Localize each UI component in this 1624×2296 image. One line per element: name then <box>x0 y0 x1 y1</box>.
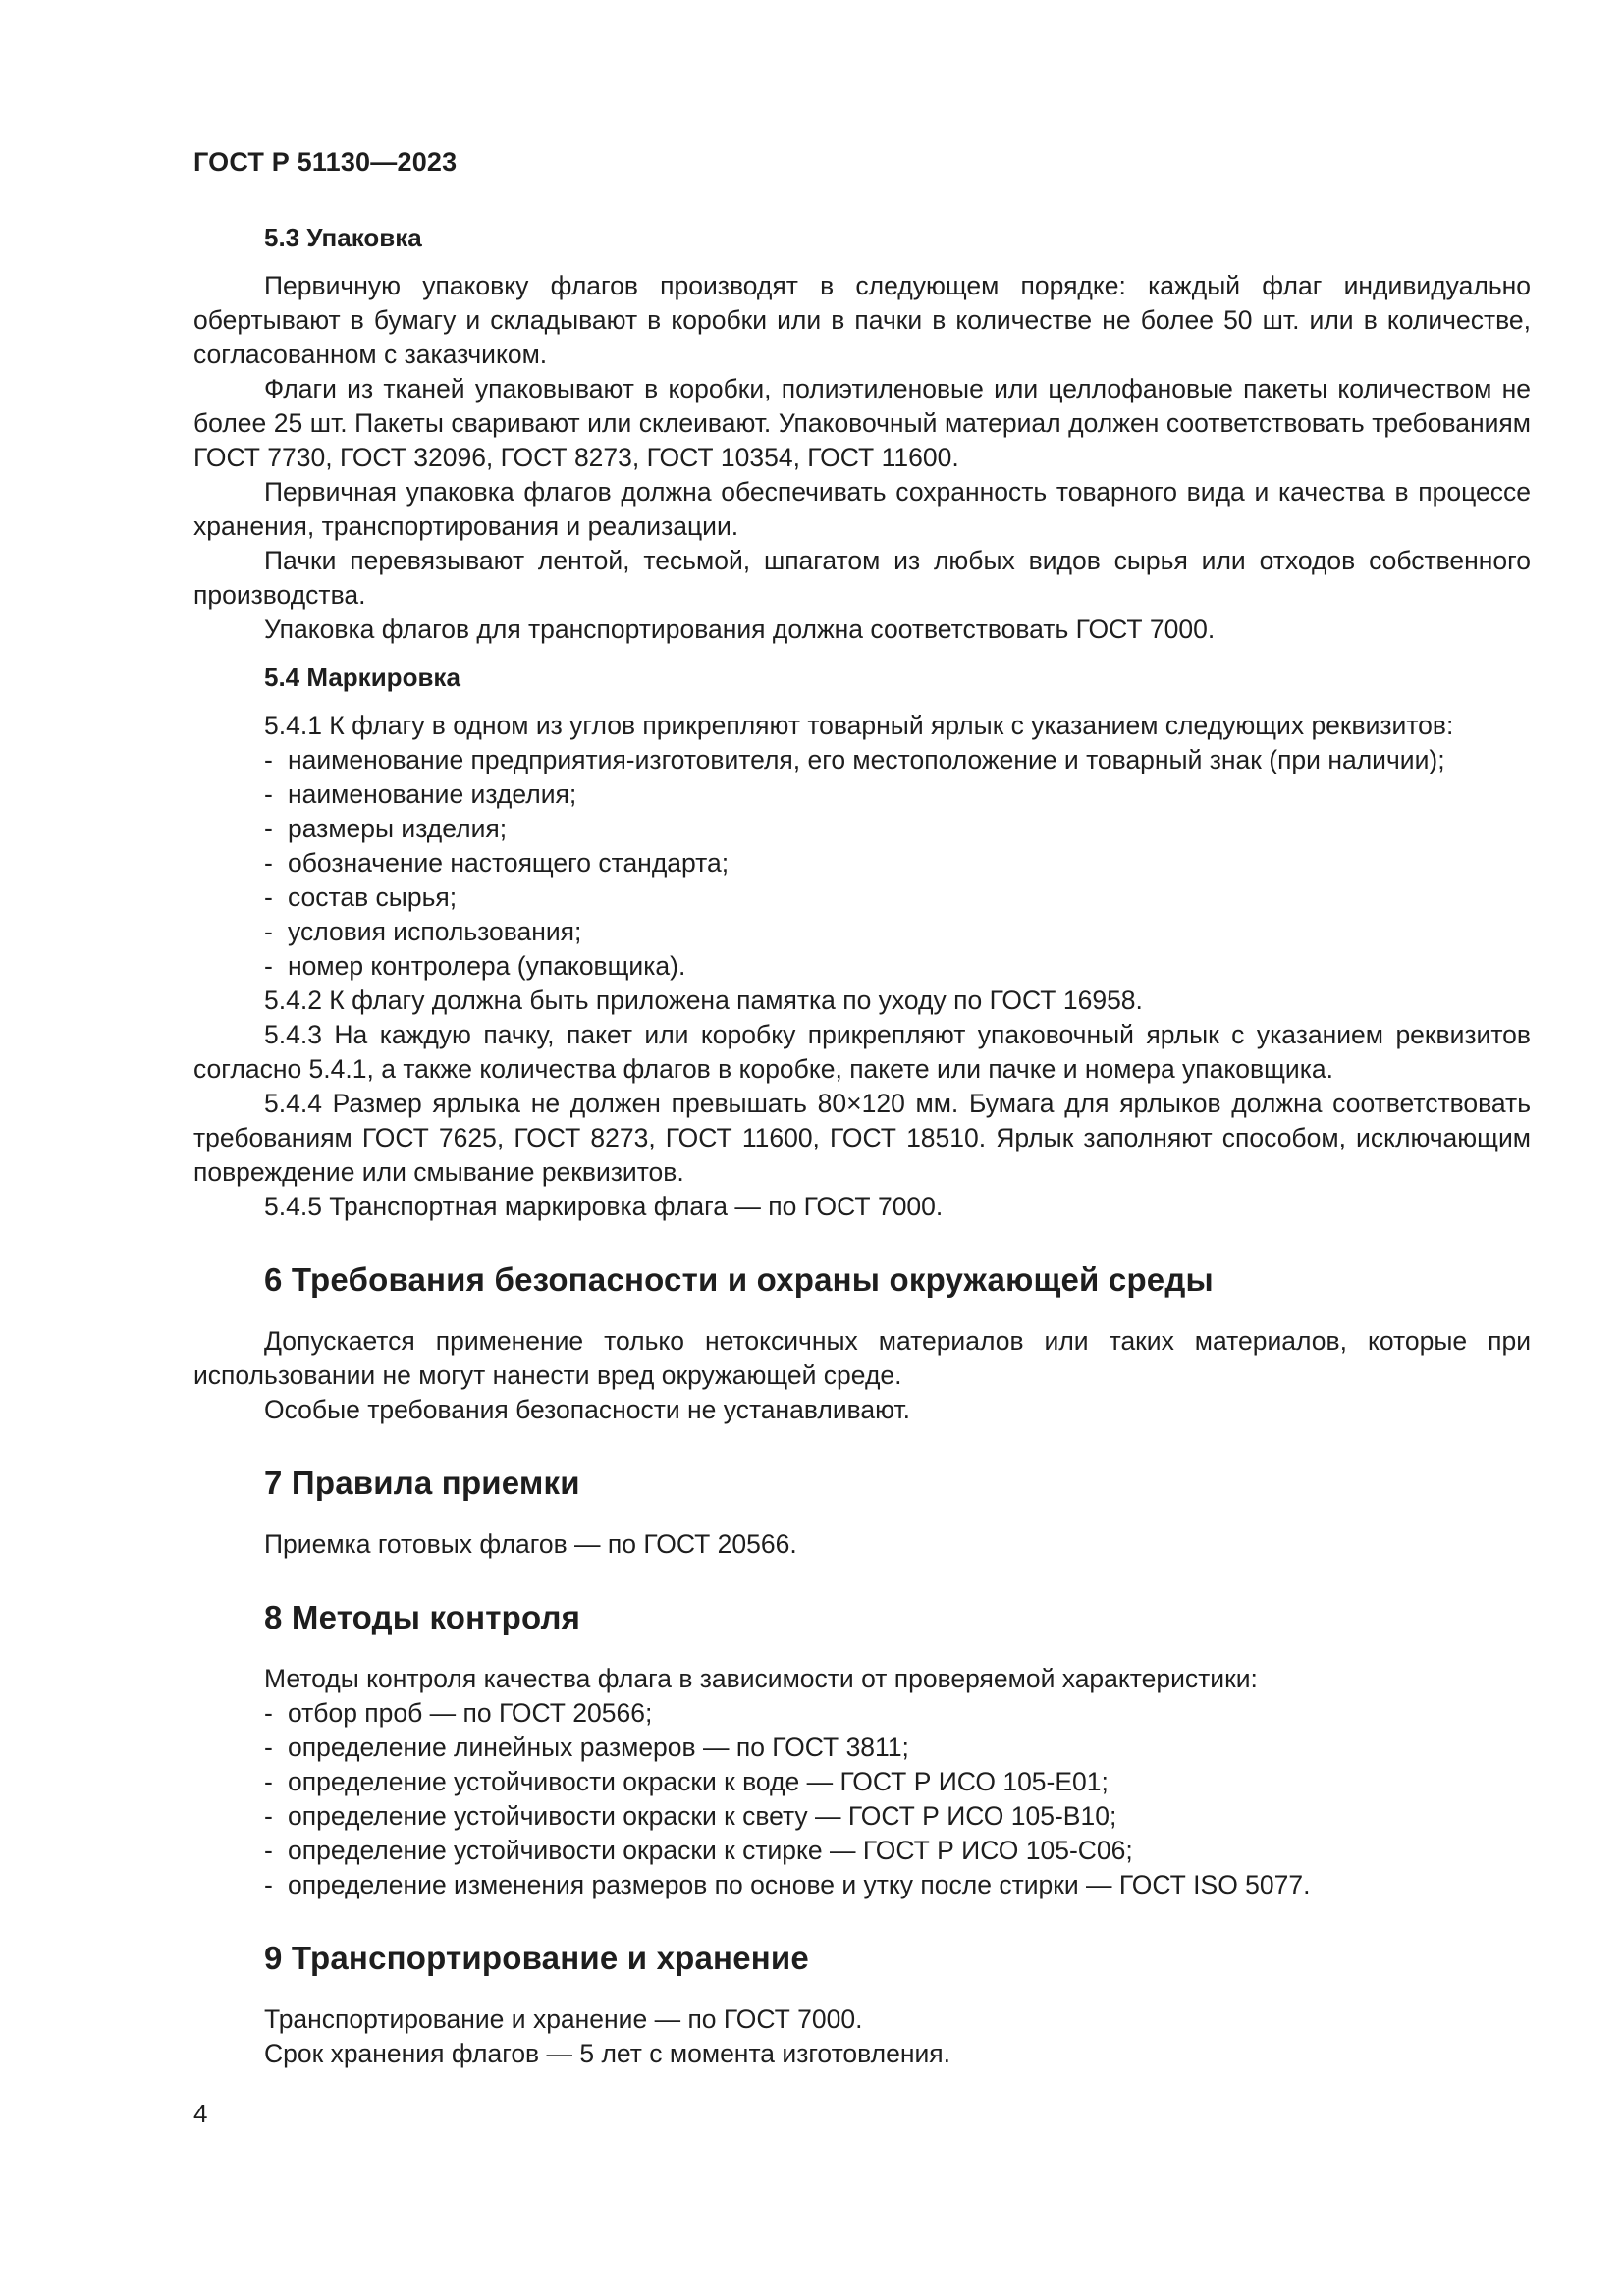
requisites-list <box>193 743 1531 984</box>
list-item: - размеры изделия; <box>264 812 1531 846</box>
list-item: - отбор проб — по ГОСТ 20566; <box>264 1696 1531 1731</box>
document-body <box>193 221 1531 2071</box>
paragraph: Первичная упаковка флагов должна обеспечивать сохранность товарного вида и качества в процессе хранения, транспортирования и реализации. <box>193 477 1531 541</box>
methods-list <box>193 1696 1531 1902</box>
subsection-title-5-4: 5.4 Маркировка <box>264 663 460 692</box>
paragraph: Упаковка флагов для транспортирования должна соответствовать ГОСТ 7000. <box>264 614 1216 644</box>
section-title-6: 6 Требования безопасности и охраны окружающей среды <box>264 1261 1214 1298</box>
list-item: - определение устойчивости окраски к свету — ГОСТ Р ИСО 105-В10; <box>264 1799 1531 1834</box>
section-title-7: 7 Правила приемки <box>264 1465 580 1501</box>
paragraph: Первичную упаковку флагов производят в следующем порядке: каждый флаг индивидуально обертывают в бумагу и складывают в коробки или в пачки в количестве не более 50 шт. или в количестве, согласованном с заказчиком. <box>193 271 1531 369</box>
clause-5-4-4: 5.4.4 Размер ярлыка не должен превышать 80×120 мм. Бумага для ярлыков должна соответствовать требованиям ГОСТ 7625, ГОСТ 8273, ГОСТ 11600, ГОСТ 18510. Ярлык заполняют способом, исключающим повреждение или смывание реквизитов. <box>193 1089 1531 1187</box>
list-item: - наименование изделия; <box>264 777 1531 812</box>
paragraph: Транспортирование и хранение — по ГОСТ 7000. <box>264 2004 863 2034</box>
list-item: - состав сырья; <box>264 881 1531 915</box>
list-item: - номер контролера (упаковщика). <box>264 949 1531 984</box>
section-title-8: 8 Методы контроля <box>264 1599 581 1635</box>
clause-5-4-5: 5.4.5 Транспортная маркировка флага — по ГОСТ 7000. <box>264 1192 944 1221</box>
paragraph: Допускается применение только нетоксичных материалов или таких материалов, которые при использовании не могут нанести вред окружающей среде. <box>193 1326 1531 1390</box>
paragraph: Методы контроля качества флага в зависимости от проверяемой характеристики: <box>264 1664 1258 1693</box>
clause-5-4-2: 5.4.2 К флагу должна быть приложена памятка по уходу по ГОСТ 16958. <box>264 986 1143 1015</box>
subsection-title-5-3: 5.3 Упаковка <box>264 223 422 252</box>
page-number: 4 <box>193 2099 208 2128</box>
list-item: - определение линейных размеров — по ГОСТ 3811; <box>264 1731 1531 1765</box>
list-item: - обозначение настоящего стандарта; <box>264 846 1531 881</box>
paragraph: Особые требования безопасности не устанавливают. <box>264 1395 911 1424</box>
list-item: - наименование предприятия-изготовителя, его местоположение и товарный знак (при наличии); <box>264 743 1531 777</box>
section-title-9: 9 Транспортирование и хранение <box>264 1940 809 1976</box>
paragraph: Срок хранения флагов — 5 лет с момента изготовления. <box>264 2039 950 2068</box>
list-item: - определение устойчивости окраски к стирке — ГОСТ Р ИСО 105-С06; <box>264 1834 1531 1868</box>
paragraph: Приемка готовых флагов — по ГОСТ 20566. <box>264 1529 797 1559</box>
clause-5-4-3: 5.4.3 На каждую пачку, пакет или коробку прикрепляют упаковочный ярлык с указанием реквизитов согласно 5.4.1, а также количества флагов в коробке, пакете или пачке и номера упаковщика. <box>193 1020 1531 1084</box>
list-item: - определение устойчивости окраски к воде — ГОСТ Р ИСО 105-E01; <box>264 1765 1531 1799</box>
clause-5-4-1: 5.4.1 К флагу в одном из углов прикрепляют товарный ярлык с указанием следующих реквизитов: <box>264 711 1454 740</box>
paragraph: Пачки перевязывают лентой, тесьмой, шпагатом из любых видов сырья или отходов собственного производства. <box>193 546 1531 610</box>
list-item: - условия использования; <box>264 915 1531 949</box>
document-header-id: ГОСТ Р 51130—2023 <box>193 147 458 177</box>
list-item: - определение изменения размеров по основе и утку после стирки — ГОСТ ISO 5077. <box>264 1868 1531 1902</box>
paragraph: Флаги из тканей упаковывают в коробки, полиэтиленовые или целлофановые пакеты количеством не более 25 шт. Пакеты сваривают или склеивают. Упаковочный материал должен соответствовать требованиям ГОСТ 7730, ГОСТ 32096, ГОСТ 8273, ГОСТ 10354, ГОСТ 11600. <box>193 374 1531 472</box>
